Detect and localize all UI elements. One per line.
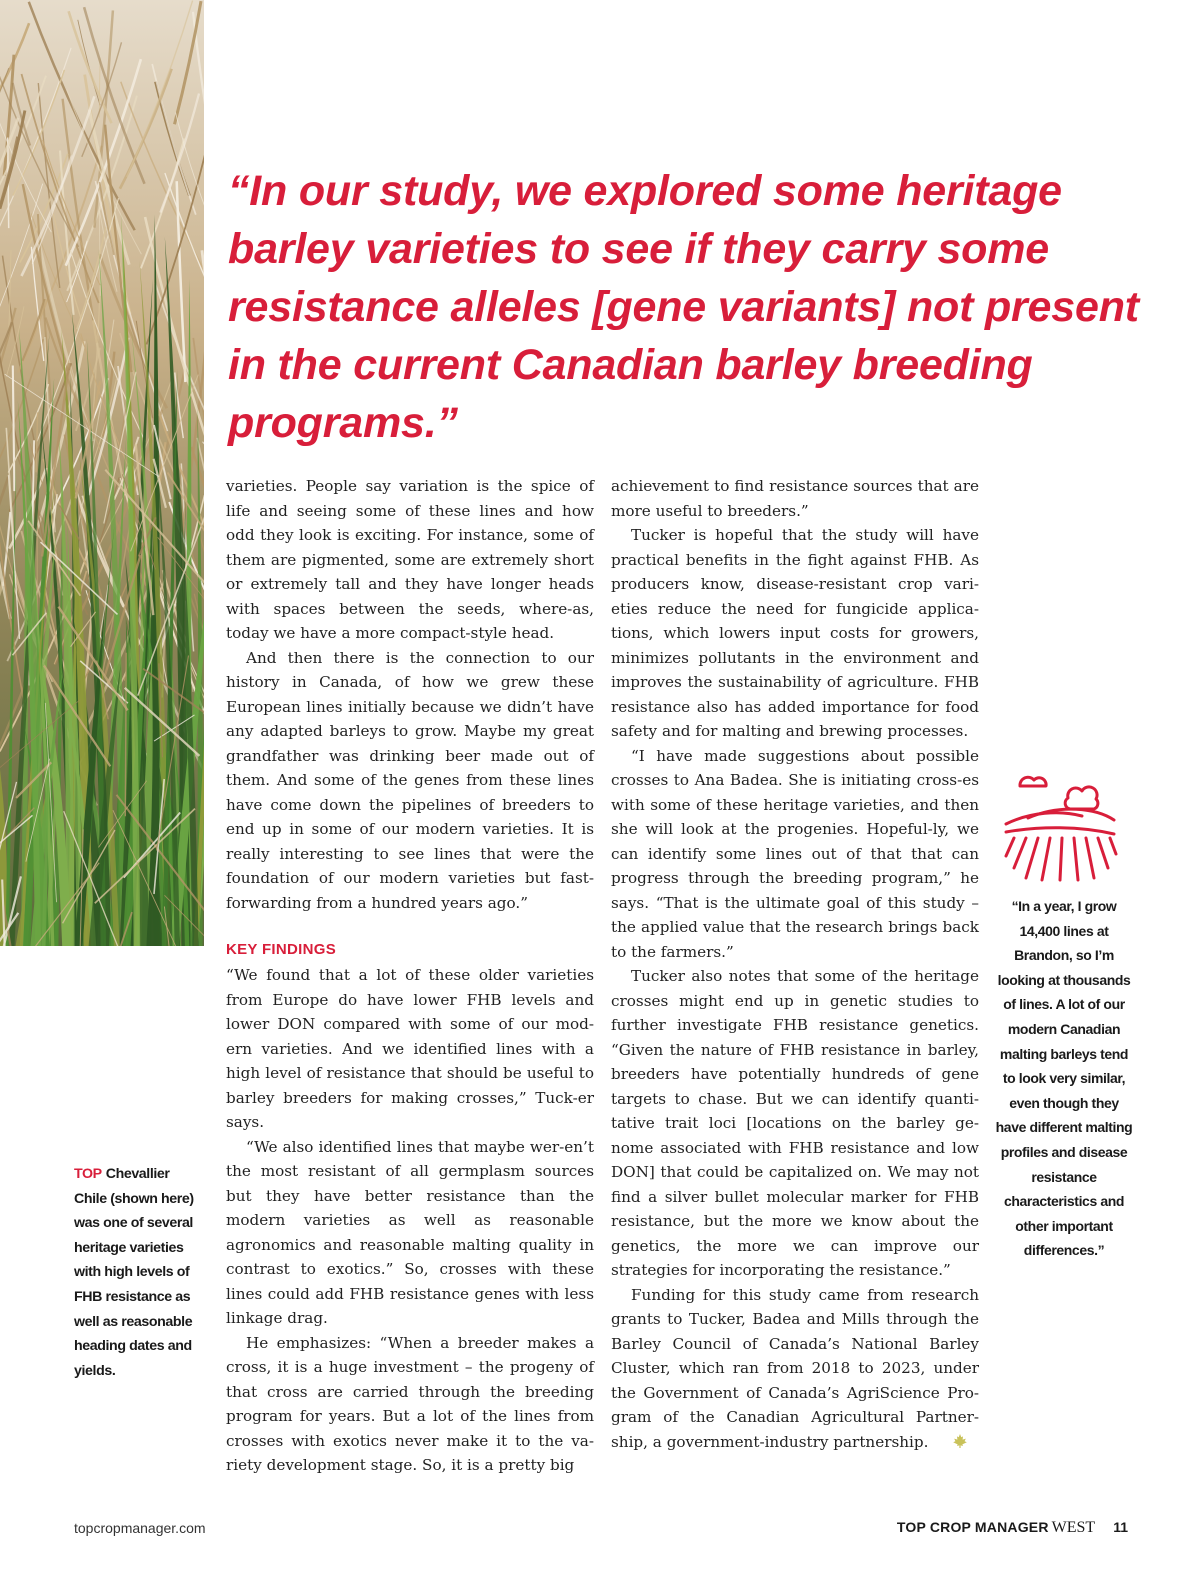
magazine-name: TOP CROP MANAGER	[896, 1519, 1049, 1535]
barley-field-photo	[0, 0, 204, 946]
body-paragraph: Tucker is hopeful that the study will have practical benefits in the fight against FHB. As producers know, disease-resistant crop vari-eties reduce the need for fungicide applica-tions, which lowers input costs for growers, minimizes pollutants in the environment and improves the sustainability of agriculture. FHB resistance also has added importance for food safety and for malting and brewing processes.	[611, 526, 979, 740]
body-paragraph: “I have made suggestions about possible crosses to Ana Badea. She is initiating cross-es with some of these heritage varieties, and then she will look at the progenies. Hopeful-ly, we can identify some lines out of that that can progress through the breeding program,” he says. “That is the ultimate goal of this study – the applied value that the research brings back to the farmers.”	[611, 746, 979, 961]
section-subhead: KEY FINDINGS	[226, 941, 337, 958]
body-paragraph-text: Funding for this study came from research grants to Tucker, Badea and Mills through the Barley Council of Canada’s National Barley Cluster, which ran from 2018 to 2023, under the Government of Canada’s AgriScience Pro-gram of the Canadian Agricultural Partner-ship, a government-industry partnership.	[611, 1285, 979, 1451]
body-paragraph: Tucker also notes that some of the heritage crosses might end up in genetic studies to further investigate FHB resistance genetics. “Given the nature of FHB resistance in barley, breeders have potentially hundreds of gene targets to chase. But we can identify quanti-tative trait loci [locations on the barley ge-nome associated with FHB resistance and low DON] that could be capitalized on. We may not find a silver bullet molecular marker for FHB resistance, but the more we know about the genetics, the more we can improve our strategies for incorporating the resistance.”	[611, 967, 979, 1279]
body-paragraph-final	[611, 1283, 979, 1457]
page-number: 11	[1113, 1519, 1128, 1535]
footer-magazine	[897, 1519, 1128, 1537]
body-paragraph: “We also identified lines that maybe wer-en’t the most resistant of all germplasm sources but they have better resistance than the modern varieties as well as reasonable agronomics and reasonable malting quality in contrast to exotics.” So, crosses with these lines could add FHB resistance genes with less linkage drag.	[226, 1137, 594, 1327]
pull-quote: “In our study, we explored some heritage barley varieties to see if they carry some resistance alleles [gene variants] not present in the current Canadian barley breeding programs.”	[228, 167, 1139, 447]
article-column-right	[611, 474, 979, 1456]
photo-caption	[74, 1162, 204, 1383]
field-and-clouds-icon	[1000, 768, 1120, 886]
magazine-region: WEST	[1051, 1519, 1096, 1536]
footer-website: topcropmanager.com	[74, 1520, 206, 1536]
body-paragraph: achievement to find resistance sources that are more useful to breeders.”	[611, 477, 979, 520]
maple-leaf-icon	[932, 1432, 968, 1457]
article-column-left	[226, 474, 594, 1478]
body-paragraph: He emphasizes: “When a breeder makes a cross, it is a huge investment – the progeny of that cross are carried through the breeding program for years. But a lot of the lines from crosses with exotics never make it to the va-riety development stage. So, it is a pretty big	[226, 1333, 594, 1474]
body-paragraph: And then there is the connection to our history in Canada, of how we grew these European lines initially because we didn’t have any adapted barleys to grow. Maybe my great grandfather was drinking beer made out of them. And some of the genes from these lines have come down the pipelines of breeders to end up in some of our modern varieties. It is really interesting to see lines that were the foundation of our modern varieties but fast-forwarding from a hundred years ago.”	[226, 648, 594, 912]
caption-text: Chevallier Chile (shown here) was one of several heritage varieties with high levels of FHB resistance as well as reasonable heading dates and yields.	[74, 1166, 194, 1379]
sidebar-quote: “In a year, I grow 14,400 lines at Brandon, so I’m looking at thousands of lines. A lot of our modern Canadian malting barleys tend to look very similar, even though they have different malting profiles and disease resistance characteristics and other important differences.”	[995, 898, 1133, 1259]
caption-tag: TOP	[74, 1166, 102, 1182]
body-paragraph: varieties. People say variation is the spice of life and seeing some of these lines and how odd they look is exciting. For instance, some of them are pigmented, some are extremely short or extremely tall and they have longer heads with spaces between the seeds, where-as, today we have a more compact-style head.	[226, 477, 594, 642]
body-paragraph: “We found that a lot of these older varieties from Europe do have lower FHB levels and lower DON compared with some of our mod-ern varieties. And we identified lines with a high level of resistance that should be useful to barley breeders for making crosses,” Tuck-er says.	[226, 966, 594, 1131]
